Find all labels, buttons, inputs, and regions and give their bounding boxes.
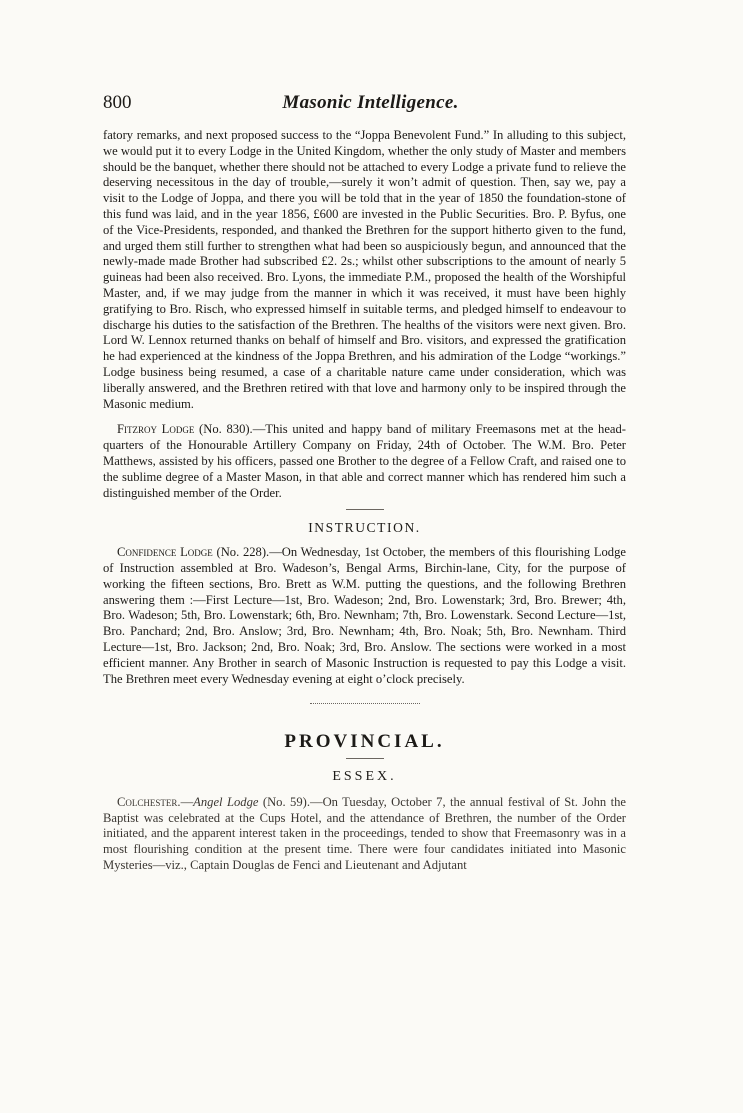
section-divider-dotted	[310, 703, 420, 704]
section-divider	[346, 509, 384, 510]
heading-divider	[346, 758, 384, 759]
fitzroy-text: (No. 830).—This united and happy band of military Freemasons met at the head-quarters of the Honourable Artillery Company on Friday, 24th of October. The W.M. Bro. Peter Matthews, assisted by his officers, passed one Brother to the degree of a Fellow Craft, and raised one to the sublime degree of a Master Mason, in that able and correct manner which has rendered him such a distinguished member of the Order.	[103, 422, 626, 500]
fitzroy-lodge-name: Fitzroy Lodge	[117, 422, 195, 437]
angel-lodge-name: Angel Lodge	[193, 794, 259, 809]
confidence-paragraph	[103, 545, 626, 687]
instruction-heading: INSTRUCTION.	[308, 520, 421, 536]
confidence-lodge-name: Confidence Lodge	[117, 545, 213, 560]
fitzroy-paragraph	[103, 422, 626, 501]
colchester-paragraph: Colchester.—Angel Lodge (No. 59).—On Tuesday, October 7, the annual festival of St. John the Baptist was celebrated at the Cups Hotel, and the attendance of Brethren, the number of the Order initiated, and the apparent interest taken in the proceedings, tended to show that Freemasonry was in a most flourishing condition at the present time. There were four candidates initiated into Masonic Mysteries—viz., Captain Douglas de Fenci and Lieutenant and Adjutant	[103, 794, 626, 873]
colchester-place: Colchester.	[117, 794, 181, 809]
page-number: 800	[103, 92, 132, 113]
running-title: Masonic Intelligence.	[282, 92, 459, 113]
joppa-paragraph: fatory remarks, and next proposed success to the “Joppa Benevolent Fund.” In alluding to this subject, we would put it to every Lodge in the United Kingdom, whether the only study of Master and members should be the banquet, whether there should not be attached to every Lodge a private fund to relieve the deserving necessitous in the day of trouble,—surely it won’t admit of question. Then, say we, pay a visit to the Lodge of Joppa, and there you will be told that in the year of 1850 the foundation-stone of this fund was laid, and in the year 1856, £600 are invested in the Public Securities. Bro. P. Byfus, one of the Vice-Presidents, responded, and thanked the Brethren for the support hitherto given to the fund, and urged them still further to strengthen what had been so auspiciously begun, and announced that the newly-made made Brother had subscribed £2. 2s.; whilst other subscriptions to the amount of nearly 5 guineas had been also received. Bro. Lyons, the immediate P.M., proposed the health of the Worshipful Master, and, if we may judge from the manner in which it was received, it must have been highly gratifying to Bro. Risch, who expressed himself in suitable terms, and pledged himself to endeavour to discharge his duties to the satisfaction of the Brethren. The healths of the visitors were next given. Bro. Lord W. Lennox returned thanks on behalf of himself and Bro. visitors, and expressed the gratification he had experienced at the kindness of the Joppa Brethren, and his admiration of the Lodge “workings.” Lodge business being resumed, a case of a charitable nature came under consideration, which was liberally answered, and the Brethren retired with that love and harmony only to be inspired through the Masonic medium.	[103, 128, 626, 411]
page-header	[103, 92, 638, 116]
confidence-text: (No. 228).—On Wednesday, 1st October, the members of this flourishing Lodge of Instruction assembled at Bro. Wadeson’s, Bengal Arms, Birchin-lane, City, for the purpose of working the fifteen sections, Bro. Brett as W.M. putting the questions, and the following Brethren answering them :—First Lecture—1st, Bro. Wadeson; 2nd, Bro. Lowenstark; 3rd, Bro. Brewer; 4th, Bro. Wadeson; 5th, Bro. Lowenstark; 6th, Bro. Newnham; 7th, Bro. Lowenstark. Second Lecture—1st, Bro. Panchard; 2nd, Bro. Anslow; 3rd, Bro. Newnham; 4th, Bro. Noak; 5th, Bro. Newnham. Third Lecture—1st, Bro. Jackson; 2nd, Bro. Noak; 3rd, Bro. Anslow. The sections were worked in a most efficient manner. Any Brother in search of Masonic Instruction is requested to pay this Lodge a visit. The Brethren meet every Wednesday evening at eight o’clock precisely.	[103, 545, 626, 686]
provincial-heading: PROVINCIAL.	[284, 731, 445, 753]
county-heading: ESSEX.	[332, 769, 397, 785]
article-body	[103, 128, 626, 874]
colchester-text: (No. 59).—On Tuesday, October 7, the annual festival of St. John the Baptist was celebrated at the Cups Hotel, and the attendance of Brethren, the number of the Order initiated, and the apparent interest taken in the proceedings, tended to show that Freemasonry was in a most flourishing condition at the present time. There were four candidates initiated into Masonic Mysteries—viz., Captain Douglas de Fenci and Lieutenant and Adjutant	[103, 794, 626, 873]
